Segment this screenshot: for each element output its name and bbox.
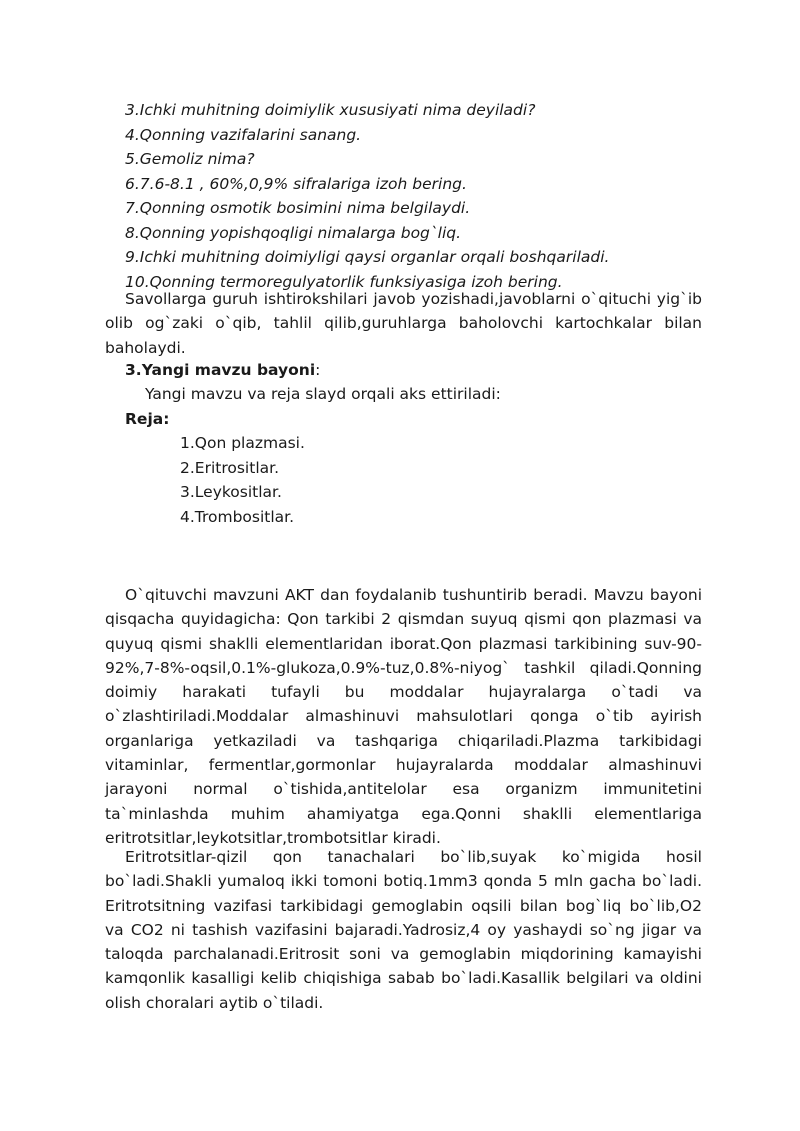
question-item: 10.Qonning termoregulyatorlik funksiyasiga izoh bering.: [125, 272, 563, 291]
question-item: 6.7.6-8.1 , 60%,0,9% sifralariga izoh bering.: [125, 174, 467, 193]
plan-item: 2.Eritrositlar.: [180, 458, 279, 477]
plasma-paragraph: [105, 583, 702, 850]
plasma-paragraph-text: O`qituvchi mavzuni AKT dan foydalanib tushuntirib beradi. Mavzu bayoni qisqacha quyidagicha: Qon tarkibi 2 qismdan suyuq qismi qon plazmasi va quyuq qismi shaklli elementlaridan iborat.Qon plazmasi tarkibining suv-90-92%,7-8%-oqsil,0.1%-glukoza,0.9%-tuz,0.8%-niyog` tashkil qiladi.Qonning doimiy harakati tufayli bu moddalar hujayralarga o`tadi va o`zlashtiriladi.Moddalar almashinuvi mahsulotlari qonga o`tib ayirish organlariga yetkaziladi va tashqariga chiqariladi.Plazma tarkibidagi vitaminlar, fermentlar,gormonlar hujayralarda moddalar almashinuvi jarayoni normal o`tishida,antitelolar esa organizm immunitetini ta`minlashda muhim ahamiyatga ega.Qonni shaklli elementlariga eritrotsitlar,leykotsitlar,trombotsitlar kiradi.: [105, 586, 702, 847]
answers-paragraph-text: Savollarga guruh ishtirokshilari javob yozishadi,javoblarni o`qituchi yig`ib olib og`zaki o`qib, tahlil qilib,guruhlarga baholovchi kartochkalar bilan baholaydi.: [105, 290, 702, 357]
section-colon: :: [315, 361, 321, 379]
question-item: 5.Gemoliz nima?: [125, 150, 255, 168]
section-number: 3.: [125, 361, 142, 379]
section-heading: [125, 358, 320, 382]
plan-item: 3.Leykositlar.: [180, 483, 282, 501]
question-list: [125, 98, 715, 294]
erythrocytes-paragraph: [105, 845, 702, 1015]
plan-item: 4.Trombositlar.: [180, 507, 295, 526]
question-item: 7.Qonning osmotik bosimini nima belgilaydi.: [125, 199, 471, 217]
section-title: Yangi mavzu bayoni: [141, 361, 316, 379]
plan-label: Reja:: [125, 410, 170, 428]
plan-item: 1.Qon plazmasi.: [180, 434, 305, 452]
erythrocytes-paragraph-text: Eritrotsitlar-qizil qon tanachalari bo`lib,suyak ko`migida hosil bo`ladi.Shakli yumaloq ikki tomoni botiq.1mm3 qonda 5 mln gacha bo`ladi. Eritrotsitning vazifasi tarkibidagi gemoglabin oqsili bilan bog`liq bo`lib,O2 va CO2 ni tashish vazifasini bajaradi.Yadrosiz,4 oy yashaydi so`ng jigar va taloqda parchalanadi.Eritrosit soni va gemoglabin miqdorining kamayishi kamqonlik kasalligi kelib chiqishiga sabab bo`ladi.Kasallik belgilari va oldini olish choralari aytib o`tiladi.: [105, 848, 702, 1012]
plan-list: [180, 431, 305, 529]
question-item: 4.Qonning vazifalarini sanang.: [125, 125, 362, 144]
question-item: 3.Ichki muhitning doimiylik xususiyati nima deyiladi?: [125, 101, 536, 119]
question-item: 9.Ichki muhitning doimiyligi qaysi organlar orqali boshqariladi.: [125, 248, 610, 266]
section-intro: Yangi mavzu va reja slayd orqali aks ettiriladi:: [145, 385, 501, 403]
answers-paragraph: [105, 287, 702, 360]
question-item: 8.Qonning yopishqoqligi nimalarga bog`liq.: [125, 223, 462, 242]
